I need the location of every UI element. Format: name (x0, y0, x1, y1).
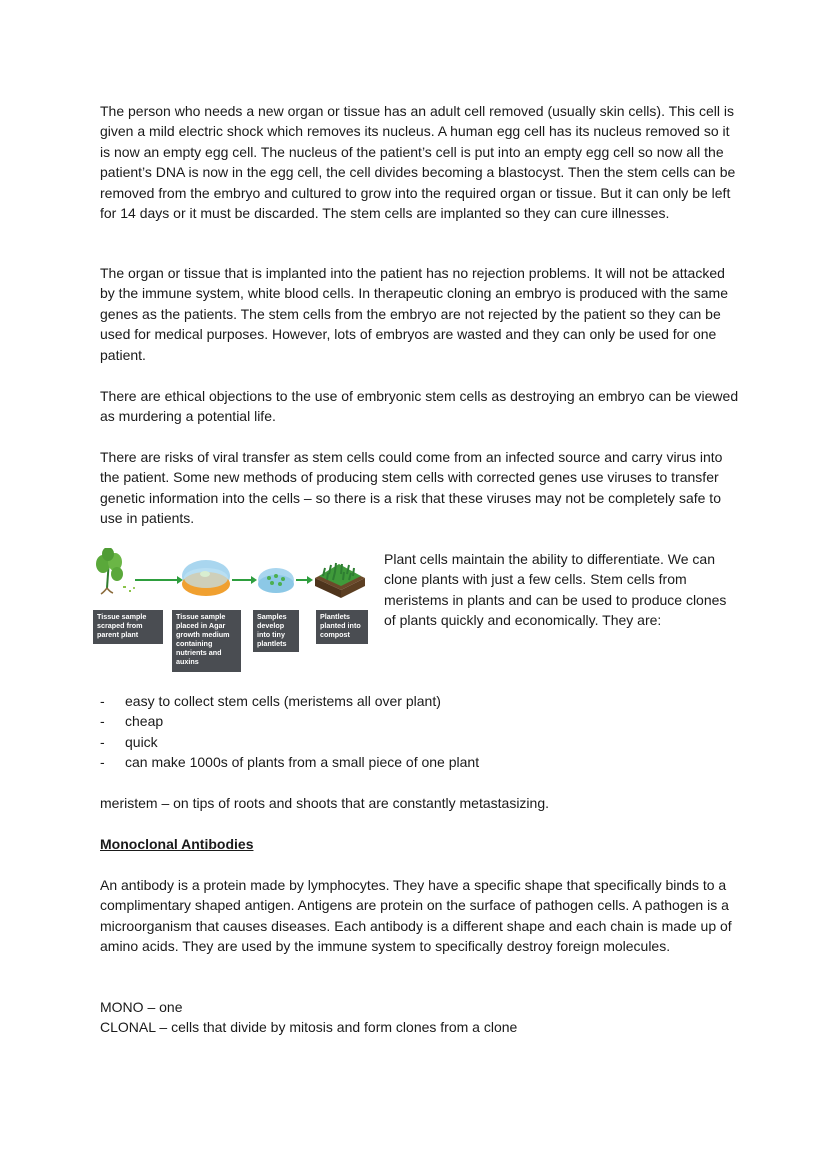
list-item (100, 711, 479, 731)
advantages-list (100, 691, 479, 773)
arrow-icon (135, 576, 183, 584)
paragraph-therapeutic-cloning: The person who needs a new organ or tissue has an adult cell removed (usually skin cells). This cell is given a mild electric shock which removes its nucleus. A human egg cell has its nucleus removed so it is now an empty egg cell. The nucleus of the patient’s cell is put into an empty egg cell so now all the patient’s DNA is now in the egg cell, the cell divides becoming a blastocyst. Then the stem cells can be removed from the embryo and cultured to grow into the required organ or tissue. But it can only be left for 14 days or it must be discarded. The stem cells are implanted so they can cure illnesses. (100, 103, 736, 222)
list-item (100, 691, 479, 711)
list-item-text: cheap (125, 713, 164, 730)
meristem-definition: meristem – on tips of roots and shoots that are constantly metastasizing. (100, 795, 549, 811)
parent-plant-icon (96, 548, 135, 594)
paragraph-plant-cloning: Plant cells maintain the ability to differentiate. We can clone plants with just a few cells. Stem cells from meristems in plants and can be used to produce clones of plants quickly and economically. They are: (384, 551, 727, 629)
list-dash: - (100, 693, 105, 709)
step-label-tissue-sample: Tissue sample scraped from parent plant (93, 610, 163, 644)
list-dash: - (100, 754, 105, 771)
list-dash: - (100, 713, 105, 730)
step-label-compost: Plantlets planted into compost (316, 610, 368, 644)
plant-cloning-diagram (93, 548, 378, 674)
step-label-agar-medium: Tissue sample placed in Agar growth medium containing nutrients and auxins (172, 610, 241, 672)
paragraph-viral-risk: There are risks of viral transfer as stem cells could come from an infected source and carry virus into the patient. Some new methods of producing stem cells with corrected genes use viruses to transfer genetic information into the cells – so there is a risk that these viruses may not be completely safe to use in patients. (100, 449, 723, 527)
list-item-text: can make 1000s of plants from a small piece of one plant (125, 754, 480, 771)
plantlets-dish-icon (258, 568, 294, 593)
arrow-icon (232, 576, 257, 584)
list-item (100, 752, 479, 772)
compost-tray-icon (315, 563, 365, 598)
agar-dish-icon (182, 560, 230, 596)
list-dash: - (100, 733, 105, 750)
definitions (100, 997, 517, 1038)
paragraph-rejection: The organ or tissue that is implanted into the patient has no rejection problems. It will not be attacked by the immune system, white blood cells. In therapeutic cloning an embryo is produced with the same genes as the patients. The stem cells from the embryo are not rejected by the patient so they can be used for medical purposes. However, lots of embryos are wasted and they can only be used for one patient. (100, 265, 728, 363)
list-item-text: easy to collect stem cells (meristems all over plant) (125, 693, 441, 709)
arrow-icon (296, 576, 313, 584)
section-heading: Monoclonal Antibodies (100, 836, 254, 852)
paragraph-ethics: There are ethical objections to the use of embryonic stem cells as destroying an embryo can be viewed as murdering a potential life. (100, 388, 739, 425)
list-item-text: quick (125, 733, 158, 750)
definition-mono: MONO – one (100, 999, 183, 1015)
list-item (100, 732, 479, 752)
paragraph-antibody: An antibody is a protein made by lymphocytes. They have a specific shape that specifically binds to a complimentary shaped antigen. Antigens are protein on the surface of pathogen cells. A pathogen is a microorganism that causes diseases. Each antibody is a different shape and each chain is made up of amino acids. They are used by the immune system to specifically destroy foreign molecules. (100, 877, 732, 955)
definition-clonal: CLONAL – cells that divide by mitosis and form clones from a clone (100, 1019, 518, 1036)
step-label-plantlets: Samples develop into tiny plantlets (253, 610, 299, 652)
